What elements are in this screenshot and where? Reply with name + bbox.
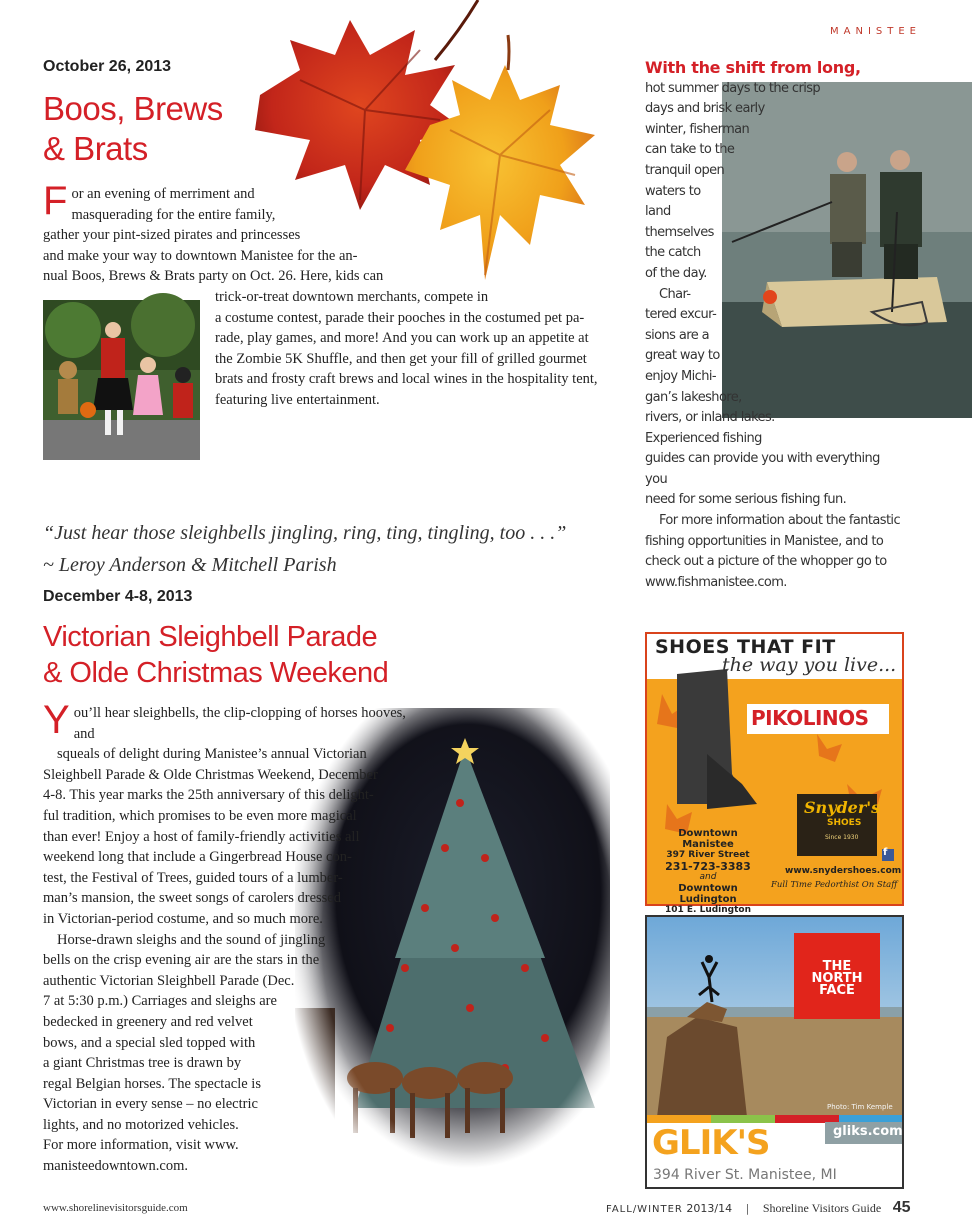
photo-credit: Photo: Tim Kemple xyxy=(827,1103,893,1111)
gliks-website[interactable]: gliks.com xyxy=(833,1124,903,1139)
footer-website[interactable]: www.shorelinevisitorsguide.com xyxy=(43,1202,188,1214)
loc1-phone: 231-723-3383 xyxy=(665,860,751,873)
running-head: MANISTEE xyxy=(830,26,921,37)
sleighbell-line: 4-8. This year marks the 25th anniversary of this delight- xyxy=(43,787,374,804)
north-face-line: FACE xyxy=(819,983,855,998)
sleighbell-title-line1: Victorian Sleighbell Parade xyxy=(43,621,378,653)
boos-line: a costume contest, parade their pooches in the costumed pet pa- xyxy=(215,309,585,326)
boos-title-line1: Boos, Brews xyxy=(43,90,223,127)
sleighbell-title-line2: & Olde Christmas Weekend xyxy=(43,657,389,689)
north-face-line: THE xyxy=(822,959,852,974)
snyders-logo-sub: SHOES xyxy=(827,818,862,828)
sleighbell-line: For more information, visit www. xyxy=(43,1137,239,1154)
sleighbell-date: December 4-8, 2013 xyxy=(43,588,193,605)
boos-line: masquerading for the entire family, xyxy=(71,206,276,223)
boos-date: October 26, 2013 xyxy=(43,58,172,75)
sleighbell-line: Horse-drawn sleighs and the sound of jingling xyxy=(57,931,326,948)
fishing-line: of the day. xyxy=(645,265,707,281)
boos-paragraph xyxy=(43,179,388,287)
page-number: 45 xyxy=(892,1199,911,1216)
boos-line: rade, play games, and more! And you can work up an appetite at xyxy=(215,330,589,347)
boos-line: featuring live entertainment. xyxy=(215,391,380,408)
sleighbell-dropcap: Y xyxy=(43,698,70,742)
fishing-line: Char- xyxy=(659,286,691,302)
fishing-line: themselves xyxy=(645,224,714,240)
fishing-line: can take to the xyxy=(645,142,735,158)
footer-year: 2013/14 xyxy=(686,1202,733,1215)
snyders-since: Since 1930 xyxy=(825,834,859,841)
boos-title xyxy=(43,89,223,169)
facebook-icon[interactable]: f xyxy=(883,847,888,858)
fishing-lead: With the shift from long, xyxy=(645,58,861,77)
shoes-headline: SHOES THAT FIT xyxy=(655,636,836,658)
sleighbell-line: lights, and no motorized vehicles. xyxy=(43,1116,239,1133)
fishing-line: tered excur- xyxy=(645,307,717,323)
fishing-line: hot summer days to the crisp xyxy=(645,80,821,96)
boos-line: gather your pint-sized pirates and princesses xyxy=(43,227,301,244)
fishing-line: For more information about the fantastic xyxy=(659,513,900,529)
sleighbell-title xyxy=(43,619,388,691)
north-face-line: NORTH xyxy=(811,971,863,986)
boos-line: nual Boos, Brews & Brats party on Oct. 26. Here, kids can xyxy=(43,268,384,285)
fishing-line: need for some serious fishing fun. xyxy=(645,492,847,508)
sleighbells-quote xyxy=(43,517,566,581)
footer-season: FALL/WINTER xyxy=(606,1204,683,1215)
north-face-logo xyxy=(797,961,877,997)
sleighbell-line: manisteedowntown.com. xyxy=(43,1158,188,1175)
gliks-ad[interactable] xyxy=(645,915,904,1189)
sleighbell-line: ou’ll hear sleighbells, the clip-clopping of horses hooves, and xyxy=(73,705,406,742)
sleighbell-line: test, the Festival of Trees, guided tours of a lumber- xyxy=(43,869,343,886)
sleighbell-line: authentic Victorian Sleighbell Parade (Dec. xyxy=(43,972,295,989)
fishing-article xyxy=(645,58,905,593)
sleighbell-line: than ever! Enjoy a host of family-friendly activities all xyxy=(43,828,360,845)
fishing-line: land xyxy=(645,204,671,220)
shoes-staff: Full Time Pedorthist On Staff xyxy=(771,880,898,890)
fishing-line: the catch xyxy=(645,245,701,261)
fishing-line: tranquil open xyxy=(645,162,725,178)
footer-publication: Shoreline Visitors Guide xyxy=(762,1201,882,1215)
snyders-logo: Snyder's xyxy=(804,798,881,817)
sleighbell-line: in Victorian-period costume, and so much more. xyxy=(43,910,323,927)
sleighbell-line: a giant Christmas tree is drawn by xyxy=(43,1055,242,1072)
sleighbell-line: bedecked in greenery and red velvet xyxy=(43,1013,253,1030)
snyders-shoes-ad[interactable] xyxy=(645,632,904,915)
quote-line: “Just hear those sleighbells jingling, ring, ting, tingling, too . . .” xyxy=(43,522,567,544)
fishing-line: fishing opportunities in Manistee, and to xyxy=(645,533,884,549)
sleighbell-line: 7 at 5:30 p.m.) Carriages and sleighs are xyxy=(43,993,277,1010)
sleighbell-line: weekend long that include a Gingerbread House con- xyxy=(43,849,352,866)
fishing-line: rivers, or inland lakes. xyxy=(645,410,775,426)
fishing-line: winter, fisherman xyxy=(645,121,750,137)
fishing-line: great way to xyxy=(645,348,720,364)
kids-costume-photo xyxy=(43,300,200,460)
fishing-line: days and brisk early xyxy=(645,101,765,117)
sleighbell-line: squeals of delight during Manistee’s annual Victorian xyxy=(57,746,367,763)
sleighbell-line: regal Belgian horses. The spectacle is xyxy=(43,1075,261,1092)
sleighbell-line: ful tradition, which promises to be even more magical xyxy=(43,807,357,824)
sleighbell-paragraph xyxy=(43,698,423,1177)
boos-line: brats and frosty craft brews and local wines in the hospitality tent, xyxy=(215,371,598,388)
yellow-maple-leaf xyxy=(390,55,610,285)
pikolinos-logo: PIKOLINOS xyxy=(751,706,869,730)
loc-and: and xyxy=(699,872,717,882)
fishing-line: waters to xyxy=(645,183,701,199)
boos-paragraph-2 xyxy=(215,287,605,411)
gliks-address: 394 River St. Manistee, MI xyxy=(653,1167,837,1183)
loc2-addr: 101 E. Ludington xyxy=(664,905,752,915)
gliks-logo: GLIK'S xyxy=(652,1123,770,1163)
boos-title-line2: & Brats xyxy=(43,130,148,167)
sleighbell-line: Sleighbell Parade & Olde Christmas Weekend, December xyxy=(43,766,378,783)
footer-folio xyxy=(606,1199,911,1217)
shoes-tagline: the way you live... xyxy=(722,654,897,676)
fishing-line: enjoy Michi- xyxy=(645,368,716,384)
fishing-url[interactable]: www.fishmanistee.com. xyxy=(645,574,787,590)
quote-attribution: ~ Leroy Anderson & Mitchell Parish xyxy=(43,554,337,576)
shoes-website[interactable]: www.snydershoes.com xyxy=(785,866,902,876)
footer-separator: | xyxy=(745,1202,750,1215)
fishing-line: guides can provide you with everything you xyxy=(645,451,880,487)
boos-line: and make your way to downtown Manistee for the an- xyxy=(43,247,358,264)
sleighbell-line: Victorian in every sense – no electric xyxy=(43,1096,258,1113)
boos-line: or an evening of merriment and xyxy=(71,186,255,202)
sleighbell-line: bows, and a special sled topped with xyxy=(43,1034,256,1051)
fishing-line: check out a picture of the whopper go to xyxy=(645,554,887,570)
sleighbell-line: bells on the crisp evening air are the stars in the xyxy=(43,952,320,969)
fishing-line: Experienced fishing xyxy=(645,430,762,446)
boos-line: trick-or-treat downtown merchants, compete in xyxy=(215,289,489,305)
fishing-line: gan’s lakeshore, xyxy=(645,389,742,405)
loc2-name: Downtown Ludington xyxy=(678,883,738,905)
sleighbell-line: man’s mansion, the sweet songs of carolers dressed xyxy=(43,890,341,907)
boos-dropcap: F xyxy=(43,179,68,223)
fishing-line: sions are a xyxy=(645,327,710,343)
boos-line: the Zombie 5K Shuffle, and then get your fill of grilled gourmet xyxy=(215,350,587,367)
loc1-addr: 397 River Street xyxy=(666,850,750,860)
loc1-name: Downtown Manistee xyxy=(678,828,738,850)
